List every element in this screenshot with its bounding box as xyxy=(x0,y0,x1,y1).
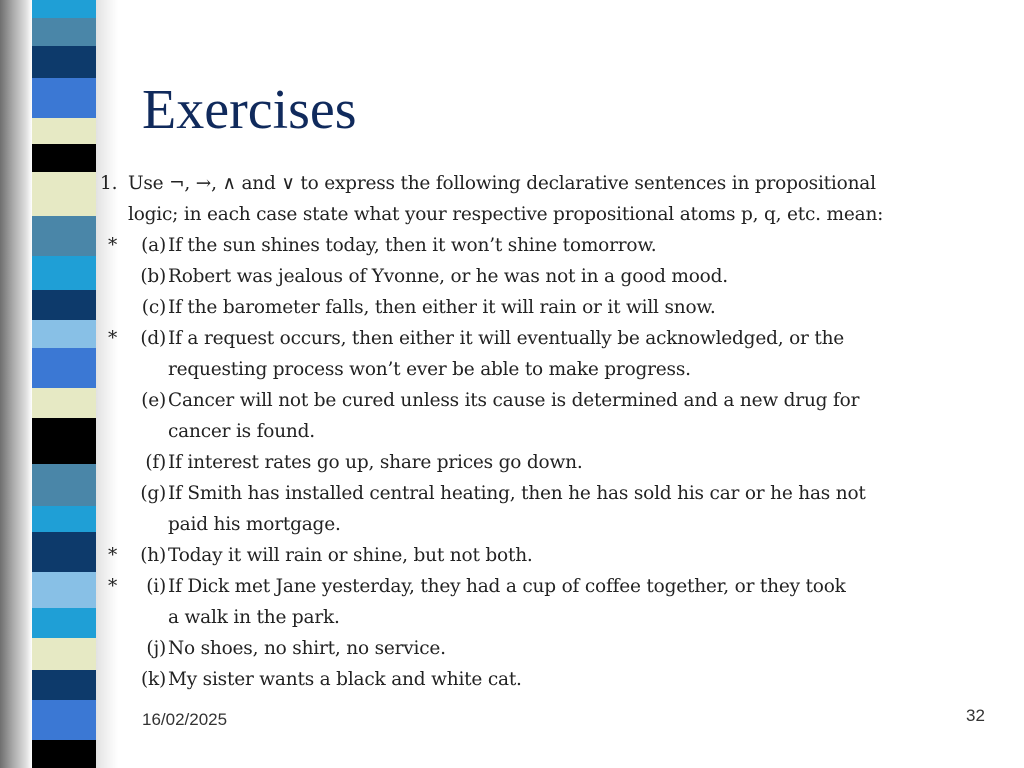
color-block xyxy=(32,144,96,172)
item-text: cancer is found. xyxy=(168,421,315,442)
color-block xyxy=(32,608,96,638)
item-text: a walk in the park. xyxy=(168,607,340,628)
starred-marker: * xyxy=(108,545,118,566)
item-marker: (h) xyxy=(140,545,166,566)
item-marker: (g) xyxy=(140,483,166,504)
item-marker: (f) xyxy=(145,452,166,473)
exercise-number: 1. xyxy=(100,173,118,194)
exercise-item xyxy=(100,261,980,292)
color-block xyxy=(32,46,96,78)
color-block xyxy=(32,216,96,256)
intro-text: Use ¬, →, ∧ and ∨ to express the following declarative sentences in propositional xyxy=(128,173,876,194)
item-text: paid his mortgage. xyxy=(168,514,341,535)
color-block-strip xyxy=(32,0,96,768)
item-marker: (e) xyxy=(141,390,166,411)
exercise-item xyxy=(100,230,980,261)
color-block xyxy=(32,532,96,572)
slide-title: Exercises xyxy=(142,79,357,141)
color-block xyxy=(32,0,96,18)
exercise-item xyxy=(100,633,980,664)
color-block xyxy=(32,172,96,216)
color-block xyxy=(32,740,96,768)
sidebar-shadow xyxy=(0,0,32,768)
exercise-item xyxy=(100,292,980,323)
item-text: If Dick met Jane yesterday, they had a cup of coffee together, or they took xyxy=(168,576,846,597)
exercise-item xyxy=(100,416,980,447)
exercise-item-list xyxy=(100,230,980,695)
color-block xyxy=(32,418,96,464)
color-block xyxy=(32,320,96,348)
exercise-item xyxy=(100,354,980,385)
item-text: If Smith has installed central heating, then he has sold his car or he has not xyxy=(168,483,866,504)
exercise-item xyxy=(100,385,980,416)
color-block xyxy=(32,464,96,506)
color-block xyxy=(32,638,96,670)
exercise-block xyxy=(100,168,980,695)
item-marker: (d) xyxy=(140,328,166,349)
exercise-intro-line xyxy=(100,168,980,199)
item-marker: (k) xyxy=(140,669,166,690)
color-block xyxy=(32,348,96,388)
color-block xyxy=(32,572,96,608)
item-text: Robert was jealous of Yvonne, or he was not in a good mood. xyxy=(168,266,728,287)
item-text: My sister wants a black and white cat. xyxy=(168,669,522,690)
item-text: If a request occurs, then either it will eventually be acknowledged, or the xyxy=(168,328,845,349)
item-text: If interest rates go up, share prices go down. xyxy=(168,452,583,473)
item-text: requesting process won’t ever be able to make progress. xyxy=(168,359,691,380)
exercise-intro-line xyxy=(100,199,980,230)
item-text: Cancer will not be cured unless its cause is determined and a new drug for xyxy=(168,390,860,411)
color-block xyxy=(32,18,96,46)
exercise-item xyxy=(100,602,980,633)
color-block xyxy=(32,506,96,532)
item-marker: (c) xyxy=(141,297,166,318)
intro-text: logic; in each case state what your respective propositional atoms p, q, etc. mean: xyxy=(128,204,884,225)
item-marker: (a) xyxy=(141,235,166,256)
color-block xyxy=(32,700,96,740)
color-block xyxy=(32,670,96,700)
exercise-item xyxy=(100,509,980,540)
color-block xyxy=(32,290,96,320)
slide-date: 16/02/2025 xyxy=(142,710,228,729)
exercise-item xyxy=(100,540,980,571)
item-marker: (b) xyxy=(140,266,166,287)
color-block xyxy=(32,388,96,418)
starred-marker: * xyxy=(108,328,118,349)
exercise-item xyxy=(100,571,980,602)
starred-marker: * xyxy=(108,576,118,597)
color-block xyxy=(32,78,96,118)
item-text: No shoes, no shirt, no service. xyxy=(168,638,446,659)
slide-number: 32 xyxy=(966,706,985,725)
starred-marker: * xyxy=(108,235,118,256)
item-marker: (i) xyxy=(146,576,166,597)
color-block xyxy=(32,118,96,144)
color-block xyxy=(32,256,96,290)
exercise-item xyxy=(100,664,980,695)
item-marker: (j) xyxy=(146,638,166,659)
item-text: If the barometer falls, then either it will rain or it will snow. xyxy=(168,297,716,318)
exercise-item xyxy=(100,447,980,478)
item-text: If the sun shines today, then it won’t shine tomorrow. xyxy=(168,235,657,256)
exercise-item xyxy=(100,478,980,509)
exercise-item xyxy=(100,323,980,354)
item-text: Today it will rain or shine, but not both. xyxy=(168,545,533,566)
